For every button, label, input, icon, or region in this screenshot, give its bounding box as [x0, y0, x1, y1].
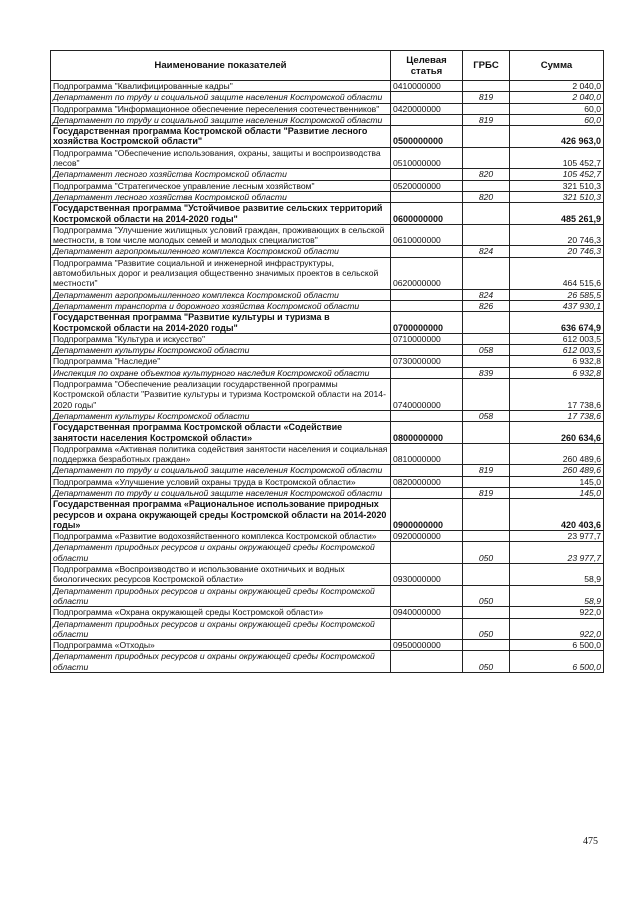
- cell-sum: 23 977,7: [510, 542, 604, 564]
- cell-grbs: 824: [463, 246, 510, 257]
- cell-target-article: 0710000000: [391, 333, 463, 344]
- cell-sum: 105 452,7: [510, 147, 604, 169]
- cell-grbs: [463, 640, 510, 651]
- cell-name: Подпрограмма «Охрана окружающей среды Костромской области»: [51, 607, 391, 618]
- cell-grbs: 050: [463, 618, 510, 640]
- cell-name: Департамент лесного хозяйства Костромской области: [51, 191, 391, 202]
- cell-grbs: 819: [463, 114, 510, 125]
- cell-grbs: 820: [463, 169, 510, 180]
- program-row: [51, 203, 604, 225]
- cell-grbs: [463, 607, 510, 618]
- cell-grbs: 819: [463, 465, 510, 476]
- cell-sum: 145,0: [510, 487, 604, 498]
- cell-sum: 145,0: [510, 476, 604, 487]
- cell-sum: 321 510,3: [510, 191, 604, 202]
- cell-target-article: 0810000000: [391, 443, 463, 465]
- department-row: [51, 92, 604, 103]
- cell-sum: 437 930,1: [510, 300, 604, 311]
- program-row: [51, 126, 604, 148]
- cell-sum: 612 003,5: [510, 333, 604, 344]
- cell-name: Департамент природных ресурсов и охраны окружающей среды Костромской области: [51, 542, 391, 564]
- department-row: [51, 345, 604, 356]
- cell-sum: 6 932,8: [510, 367, 604, 378]
- cell-grbs: [463, 499, 510, 531]
- cell-name: Департамент природных ресурсов и охраны окружающей среды Костромской области: [51, 618, 391, 640]
- cell-sum: 260 489,6: [510, 465, 604, 476]
- cell-grbs: [463, 379, 510, 411]
- department-row: [51, 542, 604, 564]
- cell-target-article: [391, 465, 463, 476]
- cell-name: Подпрограмма «Отходы»: [51, 640, 391, 651]
- cell-grbs: [463, 312, 510, 334]
- cell-target-article: [391, 289, 463, 300]
- department-row: [51, 585, 604, 607]
- cell-name: Департамент культуры Костромской области: [51, 345, 391, 356]
- cell-target-article: 0740000000: [391, 379, 463, 411]
- cell-sum: 2 040,0: [510, 92, 604, 103]
- cell-name: Подпрограмма "Стратегическое управление лесным хозяйством": [51, 180, 391, 191]
- subprogram-row: [51, 147, 604, 169]
- cell-grbs: 058: [463, 410, 510, 421]
- subprogram-row: [51, 607, 604, 618]
- cell-name: Департамент по труду и социальной защите населения Костромской области: [51, 487, 391, 498]
- cell-target-article: [391, 246, 463, 257]
- cell-sum: 105 452,7: [510, 169, 604, 180]
- cell-sum: 17 738,6: [510, 379, 604, 411]
- cell-target-article: 0500000000: [391, 126, 463, 148]
- cell-name: Подпрограмма «Развитие водохозяйственного комплекса Костромской области»: [51, 531, 391, 542]
- cell-target-article: 0730000000: [391, 356, 463, 367]
- cell-name: Инспекция по охране объектов культурного наследия Костромской области: [51, 367, 391, 378]
- cell-name: Подпрограмма "Обеспечение использования, охраны, защиты и воспроизводства лесов": [51, 147, 391, 169]
- subprogram-row: [51, 476, 604, 487]
- cell-name: Подпрограмма «Воспроизводство и использование охотничьих и водных биологических ресурсов Костромской области»: [51, 564, 391, 586]
- cell-target-article: [391, 191, 463, 202]
- cell-sum: 464 515,6: [510, 257, 604, 289]
- cell-sum: 23 977,7: [510, 531, 604, 542]
- department-row: [51, 487, 604, 498]
- cell-grbs: [463, 180, 510, 191]
- cell-sum: 6 500,0: [510, 640, 604, 651]
- cell-name: Подпрограмма "Развитие социальной и инженерной инфраструктуры, автомобильных дорог и реализация общественно значимых проектов в сельской местности": [51, 257, 391, 289]
- cell-grbs: 839: [463, 367, 510, 378]
- cell-name: Департамент агропромышленного комплекса Костромской области: [51, 289, 391, 300]
- cell-target-article: 0800000000: [391, 422, 463, 444]
- cell-grbs: 050: [463, 585, 510, 607]
- cell-name: Подпрограмма "Улучшение жилищных условий граждан, проживающих в сельской местности, в том числе молодых семей и молодых специалистов": [51, 224, 391, 246]
- cell-sum: 60,0: [510, 103, 604, 114]
- subprogram-row: [51, 356, 604, 367]
- cell-name: Подпрограмма "Квалифицированные кадры": [51, 81, 391, 92]
- cell-grbs: [463, 564, 510, 586]
- cell-name: Департамент по труду и социальной защите населения Костромской области: [51, 92, 391, 103]
- cell-grbs: [463, 443, 510, 465]
- cell-sum: 321 510,3: [510, 180, 604, 191]
- cell-target-article: 0600000000: [391, 203, 463, 225]
- cell-name: Подпрограмма "Обеспечение реализации государственной программы Костромской области "Развитие культуры и туризма Костромской области на 2014-2020 годы": [51, 379, 391, 411]
- cell-grbs: 058: [463, 345, 510, 356]
- cell-sum: 2 040,0: [510, 81, 604, 92]
- cell-target-article: [391, 367, 463, 378]
- cell-sum: 636 674,9: [510, 312, 604, 334]
- subprogram-row: [51, 333, 604, 344]
- header-target-article: Целевая статья: [391, 51, 463, 81]
- cell-target-article: [391, 169, 463, 180]
- cell-grbs: 824: [463, 289, 510, 300]
- cell-target-article: 0820000000: [391, 476, 463, 487]
- cell-grbs: 819: [463, 487, 510, 498]
- cell-target-article: 0700000000: [391, 312, 463, 334]
- cell-target-article: [391, 542, 463, 564]
- cell-sum: 58,9: [510, 585, 604, 607]
- cell-grbs: 826: [463, 300, 510, 311]
- cell-name: Департамент культуры Костромской области: [51, 410, 391, 421]
- cell-sum: 58,9: [510, 564, 604, 586]
- cell-name: Департамент транспорта и дорожного хозяйства Костромской области: [51, 300, 391, 311]
- cell-name: Департамент лесного хозяйства Костромской области: [51, 169, 391, 180]
- header-row: [51, 51, 604, 81]
- cell-sum: 260 489,6: [510, 443, 604, 465]
- cell-target-article: [391, 300, 463, 311]
- cell-sum: 6 500,0: [510, 651, 604, 673]
- cell-name: Подпрограмма "Культура и искусство": [51, 333, 391, 344]
- cell-name: Государственная программа "Развитие культуры и туризма в Костромской области на 2014-2020 годы": [51, 312, 391, 334]
- cell-sum: 426 963,0: [510, 126, 604, 148]
- cell-name: Государственная программа «Рациональное использование природных ресурсов и охрана окружающей среды Костромской области на 2014-2020 годы»: [51, 499, 391, 531]
- cell-name: Подпрограмма "Информационное обеспечение переселения соотечественников": [51, 103, 391, 114]
- cell-grbs: [463, 224, 510, 246]
- department-row: [51, 169, 604, 180]
- cell-sum: 420 403,6: [510, 499, 604, 531]
- cell-target-article: 0610000000: [391, 224, 463, 246]
- cell-target-article: 0520000000: [391, 180, 463, 191]
- subprogram-row: [51, 564, 604, 586]
- cell-name: Подпрограмма "Наследие": [51, 356, 391, 367]
- subprogram-row: [51, 224, 604, 246]
- cell-name: Департамент по труду и социальной защите населения Костромской области: [51, 465, 391, 476]
- cell-sum: 485 261,9: [510, 203, 604, 225]
- department-row: [51, 300, 604, 311]
- cell-target-article: 0620000000: [391, 257, 463, 289]
- department-row: [51, 246, 604, 257]
- cell-target-article: [391, 585, 463, 607]
- cell-target-article: 0510000000: [391, 147, 463, 169]
- department-row: [51, 367, 604, 378]
- header-grbs: ГРБС: [463, 51, 510, 81]
- header-sum: Сумма: [510, 51, 604, 81]
- cell-name: Департамент природных ресурсов и охраны окружающей среды Костромской области: [51, 651, 391, 673]
- cell-name: Департамент природных ресурсов и охраны окружающей среды Костромской области: [51, 585, 391, 607]
- cell-sum: 922,0: [510, 607, 604, 618]
- department-row: [51, 289, 604, 300]
- cell-grbs: 819: [463, 92, 510, 103]
- table-body: [51, 81, 604, 673]
- cell-sum: 260 634,6: [510, 422, 604, 444]
- cell-target-article: [391, 410, 463, 421]
- cell-name: Департамент по труду и социальной защите населения Костромской области: [51, 114, 391, 125]
- program-row: [51, 312, 604, 334]
- program-row: [51, 499, 604, 531]
- cell-grbs: [463, 81, 510, 92]
- page-number: 475: [583, 836, 598, 847]
- cell-sum: 20 746,3: [510, 246, 604, 257]
- cell-name: Государственная программа Костромской области "Развитие лесного хозяйства Костромской области": [51, 126, 391, 148]
- cell-target-article: 0420000000: [391, 103, 463, 114]
- cell-sum: 922,0: [510, 618, 604, 640]
- subprogram-row: [51, 443, 604, 465]
- cell-target-article: [391, 114, 463, 125]
- cell-grbs: [463, 356, 510, 367]
- subprogram-row: [51, 81, 604, 92]
- cell-name: Подпрограмма «Улучшение условий охраны труда в Костромской области»: [51, 476, 391, 487]
- cell-target-article: [391, 651, 463, 673]
- cell-target-article: 0900000000: [391, 499, 463, 531]
- program-row: [51, 422, 604, 444]
- cell-name: Государственная программа Костромской области «Содействие занятости населения Костромской области»: [51, 422, 391, 444]
- subprogram-row: [51, 531, 604, 542]
- cell-sum: 6 932,8: [510, 356, 604, 367]
- cell-target-article: [391, 487, 463, 498]
- department-row: [51, 410, 604, 421]
- department-row: [51, 618, 604, 640]
- cell-name: Департамент агропромышленного комплекса Костромской области: [51, 246, 391, 257]
- cell-grbs: [463, 126, 510, 148]
- cell-sum: 20 746,3: [510, 224, 604, 246]
- cell-grbs: [463, 203, 510, 225]
- cell-target-article: 0410000000: [391, 81, 463, 92]
- table-header: [51, 51, 604, 81]
- budget-table: [50, 50, 604, 673]
- cell-target-article: 0950000000: [391, 640, 463, 651]
- cell-grbs: [463, 333, 510, 344]
- subprogram-row: [51, 640, 604, 651]
- department-row: [51, 465, 604, 476]
- cell-name: Подпрограмма «Активная политика содействия занятости населения и социальная поддержка безработных граждан»: [51, 443, 391, 465]
- cell-grbs: [463, 257, 510, 289]
- cell-grbs: [463, 147, 510, 169]
- department-row: [51, 114, 604, 125]
- cell-target-article: 0920000000: [391, 531, 463, 542]
- cell-grbs: [463, 103, 510, 114]
- cell-sum: 26 585,5: [510, 289, 604, 300]
- cell-grbs: 050: [463, 651, 510, 673]
- cell-grbs: [463, 531, 510, 542]
- cell-sum: 60,0: [510, 114, 604, 125]
- subprogram-row: [51, 103, 604, 114]
- cell-target-article: 0930000000: [391, 564, 463, 586]
- subprogram-row: [51, 379, 604, 411]
- subprogram-row: [51, 257, 604, 289]
- subprogram-row: [51, 180, 604, 191]
- cell-grbs: 820: [463, 191, 510, 202]
- header-indicator-name: Наименование показателей: [51, 51, 391, 81]
- cell-name: Государственная программа "Устойчивое развитие сельских территорий Костромской области на 2014-2020 годы": [51, 203, 391, 225]
- cell-target-article: [391, 345, 463, 356]
- cell-sum: 17 738,6: [510, 410, 604, 421]
- cell-grbs: [463, 422, 510, 444]
- department-row: [51, 191, 604, 202]
- cell-target-article: [391, 92, 463, 103]
- cell-target-article: 0940000000: [391, 607, 463, 618]
- cell-sum: 612 003,5: [510, 345, 604, 356]
- cell-grbs: [463, 476, 510, 487]
- department-row: [51, 651, 604, 673]
- cell-grbs: 050: [463, 542, 510, 564]
- cell-target-article: [391, 618, 463, 640]
